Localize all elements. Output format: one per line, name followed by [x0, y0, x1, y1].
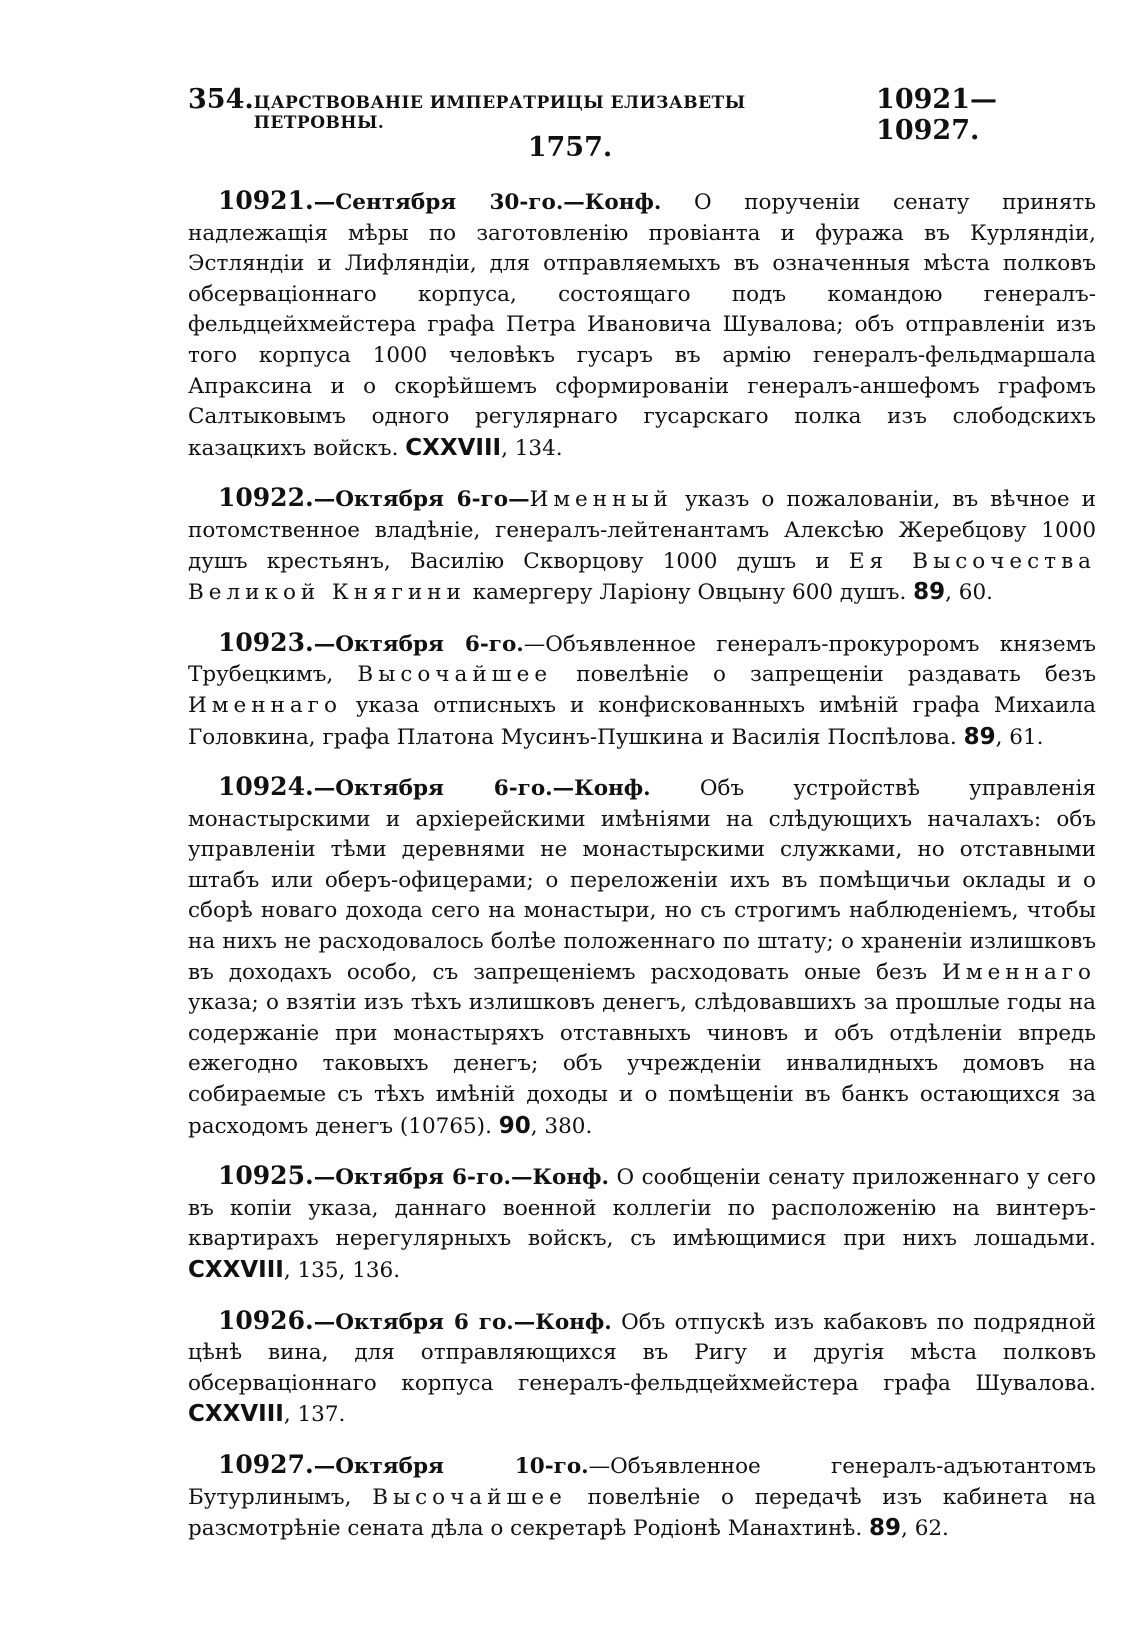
entry-text: камергеру Ларіону Овцыну 600 душъ.	[465, 580, 914, 606]
entry-date: —Октября 6 го.—Конф.	[313, 1309, 612, 1335]
entry-text: О порученіи сенату принять надлежащія мѣры по заготовленію провіанта и фуража въ Курляндіи, Эстляндіи и Лифляндіи, для отправляемыхъ въ означенныя мѣста полковъ обсерваціоннаго корпуса, состоящаго подъ командою генералъ-фельдцейхмейстера графа Петра Ивановича Шувалова; объ отправленіи изъ того корпуса 1000 человѣкъ гусаръ въ армію генералъ-фельдмаршала Апраксина и о скорѣйшемъ сформированіи генералъ-аншефомъ графомъ Салтыковымъ одного регулярнаго гусарскаго полка изъ слободскихъ казацкихъ войскъ.	[188, 190, 1096, 461]
entry-10922	[188, 483, 1096, 608]
source-pages: , 62.	[901, 1516, 949, 1542]
entry-date: —Сентября 30-го.—Конф.	[313, 190, 662, 215]
entry-text: —Объявленное генералъ-адъютантомъ Бутурлинымъ,	[188, 1453, 1096, 1510]
source-volume: 90	[498, 1112, 531, 1139]
entry-10923	[188, 628, 1096, 753]
spaced-text: Именнаго	[942, 959, 1096, 985]
entry-text: указъ о пожалованіи, въ вѣчное и потомственное владѣніе, генералъ-лейтенантамъ Алексѣю Жеребцову 1000 душъ крестьянъ, Василію Скворцову 1000 душъ и	[188, 487, 1096, 574]
entry-text: повелѣніе о запрещеніи раздавать безъ	[552, 662, 1096, 688]
entries-body	[188, 186, 1096, 1564]
entry-number: 10924.	[218, 772, 314, 802]
entry-10926	[188, 1306, 1096, 1431]
spaced-text: Именный	[529, 487, 673, 513]
entry-10921	[188, 186, 1096, 464]
entry-text: повелѣніе о передачѣ изъ кабинета на разсмотрѣніе сената дѣла о секретарѣ Родіонѣ Манахтинѣ.	[188, 1484, 1096, 1542]
entry-range: 10921—10927.	[876, 84, 997, 146]
entry-number: 10923.	[218, 627, 314, 657]
spaced-text: Ея Высочества Великой Княгини	[188, 548, 1096, 606]
source-pages: , 135, 136.	[283, 1258, 401, 1283]
source-pages: , 134.	[501, 435, 563, 461]
entry-text: Объ отпускѣ изъ кабаковъ по подрядной цѣнѣ вина, для отправляющихся въ Ригу и другія мѣста полковъ обсерваціоннаго корпуса генералъ-фельдцейхмейстера графа Шувалова.	[188, 1309, 1096, 1396]
entry-text: указа; о взятіи изъ тѣхъ излишковъ денегъ, слѣдовавшихъ за прошлые годы на содержаніе при монастыряхъ отставныхъ чиновъ и объ отдѣленіи впредь ежегодно таковыхъ денегъ; объ учрежденіи инвалидныхъ домовъ на собираемые съ тѣхъ имѣній доходы и о помѣщеніи въ банкъ остающихся за расходомъ денегъ (10765).	[188, 990, 1096, 1139]
entry-10925	[188, 1161, 1096, 1286]
entry-date: —Октября 6-го.—Конф.	[313, 1165, 609, 1191]
source-volume: CXXVIII	[405, 434, 502, 461]
entry-text: —Объявленное генералъ-прокуроромъ княземъ Трубецкимъ,	[188, 631, 1096, 688]
entry-10927	[188, 1450, 1096, 1545]
entry-number: 10922.	[218, 483, 314, 513]
entry-10924	[188, 772, 1096, 1142]
entry-date: —Октября 6-го.	[313, 631, 524, 657]
entry-text: О сообщеніи сенату приложеннаго у сего въ копіи указа, даннаго военной коллегіи по расположенію на винтеръ-квартирахъ нерегулярныхъ войскъ, съ имѣющимися при нихъ лошадьми.	[188, 1165, 1096, 1252]
source-volume: 89	[869, 1515, 902, 1542]
source-volume: CXXVIII	[188, 1401, 284, 1428]
running-title: ЦАРСТВОВАНІЕ ИМПЕРАТРИЦЫ ЕЛИЗАВЕТЫ ПЕТРОВНЫ.	[253, 93, 746, 133]
source-pages: , 380.	[530, 1113, 593, 1139]
source-volume: 89	[963, 723, 996, 750]
source-pages: , 61.	[995, 724, 1044, 750]
source-pages: , 137.	[283, 1402, 346, 1428]
spaced-text: Именнаго	[188, 692, 342, 718]
entry-date: —Октября 10-го.	[313, 1453, 589, 1479]
spaced-text: Высочайшее	[372, 1484, 567, 1510]
source-pages: , 60.	[945, 580, 994, 606]
page-number: 354.	[188, 84, 254, 115]
entry-date: —Октября 6-го—	[313, 487, 530, 513]
spaced-text: Высочайшее	[357, 662, 553, 688]
entry-number: 10925.	[218, 1161, 314, 1191]
entry-number: 10921.	[218, 186, 314, 215]
source-volume: 89	[913, 579, 946, 606]
entry-date: —Октября 6-го.—Конф.	[313, 776, 651, 802]
year-heading: 1757.	[527, 132, 613, 163]
entry-text: Объ устройствѣ управленія монастырскими и архіерейскими имѣніями на слѣдующихъ началахъ: объ управленіи тѣми деревнями не монастырскими служками, но отставными штабъ или оберъ-офицерами; о переложеніи ихъ въ помѣщичьи оклады и о сборѣ новаго дохода сего на монастыри, но съ строгимъ наблюденіемъ, чтобы на нихъ не расходовалось болѣе положеннаго по штату; о храненіи излишковъ въ доходахъ особо, съ запрещеніемъ расходовать оные безъ	[188, 776, 1096, 985]
entry-number: 10927.	[218, 1449, 314, 1479]
entry-number: 10926.	[218, 1305, 314, 1335]
entry-text: указа отписныхъ и конфискованныхъ имѣній графа Михаила Головкина, графа Платона Мусинъ-Пушкина и Василія Поспѣлова.	[188, 692, 1096, 750]
source-volume: CXXVIII	[188, 1257, 284, 1283]
